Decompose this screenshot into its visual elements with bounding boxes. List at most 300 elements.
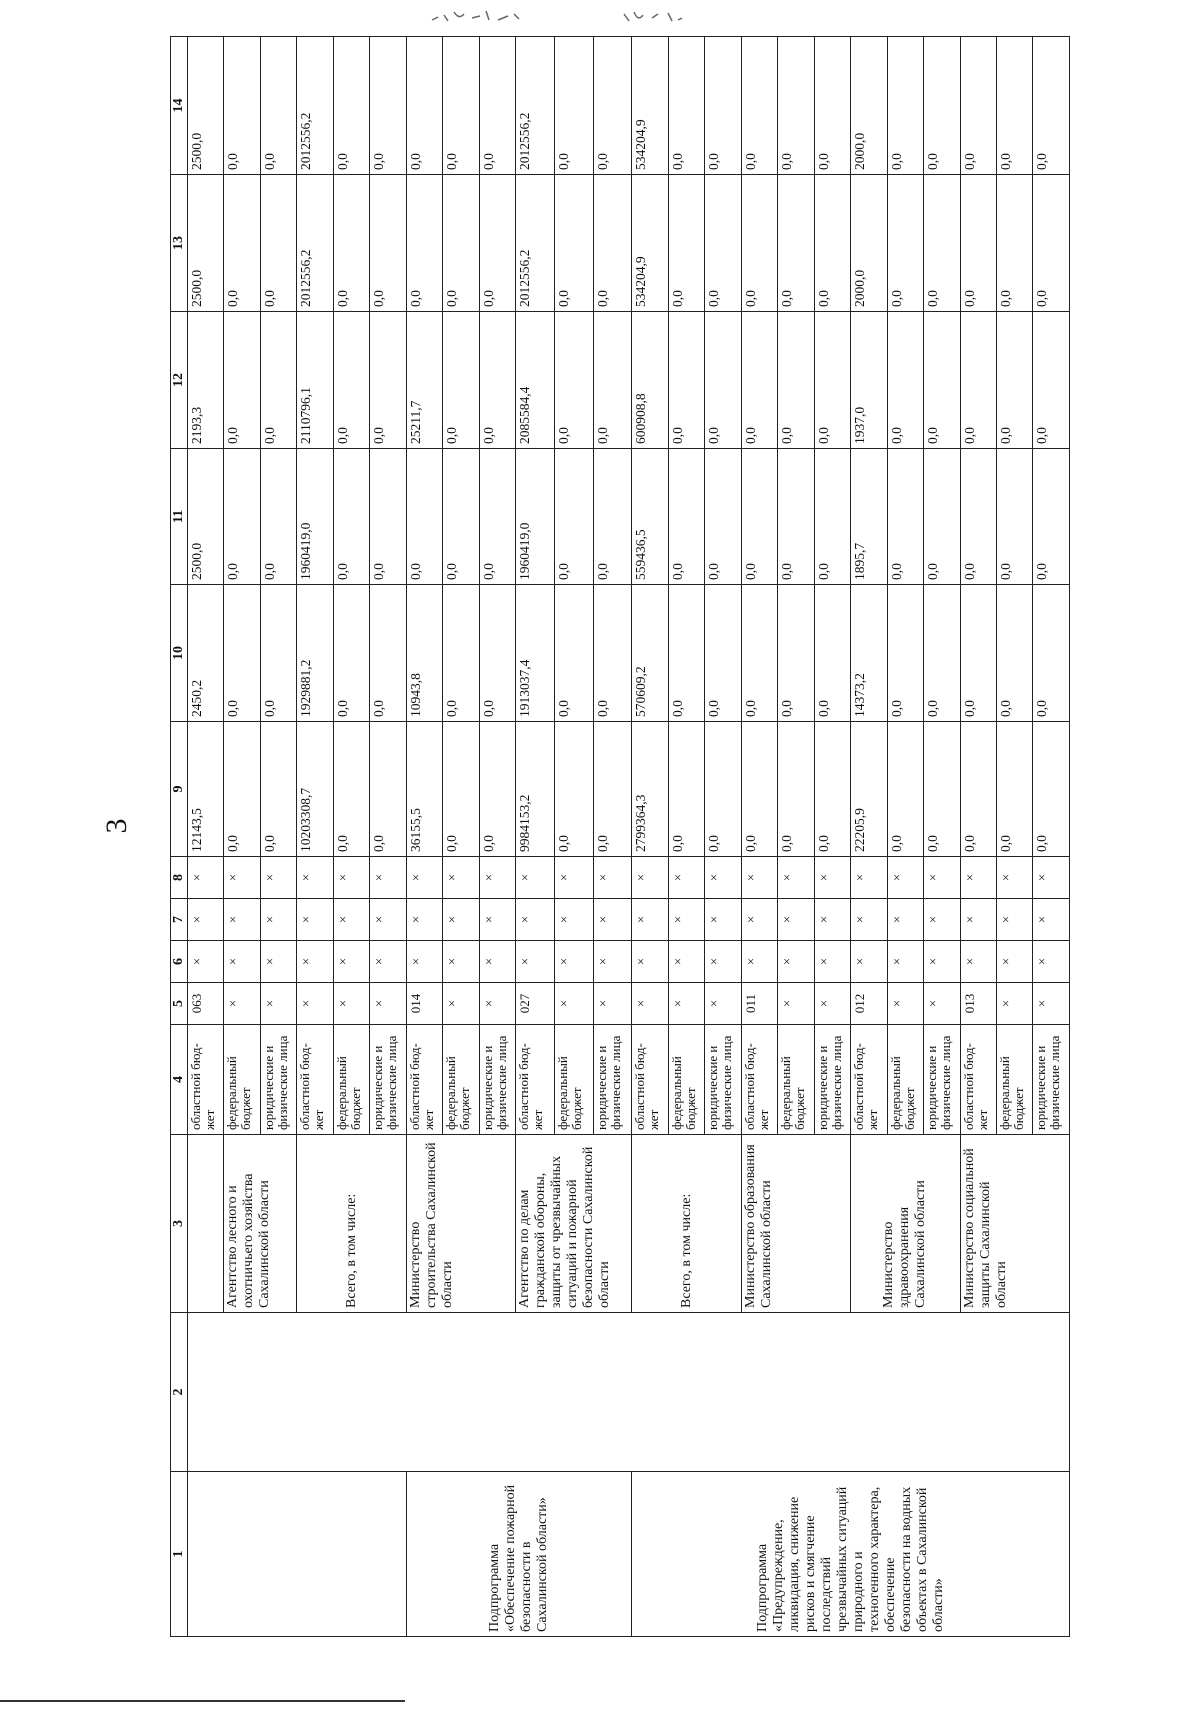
agency-cell	[188, 1135, 224, 1313]
code-cell: ×	[1033, 941, 1070, 983]
agency-cell: Всего, в том числе:	[297, 1135, 406, 1313]
amount-cell: 1960419,0	[516, 449, 555, 585]
code-cell: ×	[443, 857, 479, 899]
code-cell: ×	[887, 983, 923, 1025]
amount-cell: 0,0	[1033, 585, 1070, 722]
code-cell: ×	[1033, 983, 1070, 1025]
funding-source-cell: федеральный бюджет	[887, 1025, 923, 1135]
amount-cell: 0,0	[593, 312, 632, 449]
program-cell	[188, 1472, 407, 1637]
amount-cell: 9984153,2	[516, 722, 555, 857]
amount-cell: 1960419,0	[297, 449, 333, 585]
amount-cell: 0,0	[668, 175, 704, 312]
code-cell: ×	[924, 941, 960, 983]
agency-cell: Министерство социальной защиты Сахалинской области	[960, 1135, 1069, 1313]
rotated-table-container	[170, 37, 1070, 1637]
code-cell: ×	[1033, 857, 1070, 899]
amount-cell: 0,0	[479, 312, 515, 449]
amount-cell: 0,0	[924, 175, 960, 312]
amount-cell: 2012556,2	[516, 37, 555, 175]
code-cell: ×	[997, 941, 1033, 983]
amount-cell: 0,0	[887, 312, 923, 449]
code-cell: ×	[668, 983, 704, 1025]
amount-cell: 0,0	[741, 175, 777, 312]
amount-cell: 0,0	[260, 449, 296, 585]
code-cell: ×	[554, 899, 593, 941]
amount-cell: 0,0	[814, 312, 850, 449]
code-cell: ×	[370, 857, 406, 899]
funding-source-cell: областной бюд-жет	[516, 1025, 555, 1135]
code-cell: ×	[593, 983, 632, 1025]
amount-cell: 0,0	[705, 175, 741, 312]
code-cell: ×	[741, 857, 777, 899]
code-cell: 027	[516, 983, 555, 1025]
amount-cell: 0,0	[333, 175, 369, 312]
funding-source-cell: федеральный бюджет	[554, 1025, 593, 1135]
amount-cell: 0,0	[668, 585, 704, 722]
funding-source-cell: областной бюд-жет	[297, 1025, 333, 1135]
amount-cell: 0,0	[778, 312, 814, 449]
amount-cell: 1895,7	[851, 449, 887, 585]
amount-cell: 0,0	[705, 585, 741, 722]
amount-cell: 0,0	[554, 722, 593, 857]
amount-cell: 2012556,2	[297, 37, 333, 175]
code-cell: 063	[188, 983, 224, 1025]
amount-cell: 0,0	[814, 449, 850, 585]
code-cell: ×	[554, 857, 593, 899]
code-cell: ×	[851, 857, 887, 899]
code-cell: ×	[224, 857, 260, 899]
code-cell: ×	[705, 899, 741, 941]
code-cell: ×	[887, 899, 923, 941]
amount-cell: 0,0	[554, 312, 593, 449]
amount-cell: 0,0	[479, 175, 515, 312]
amount-cell: 0,0	[924, 312, 960, 449]
funding-source-cell: областной бюд-жет	[851, 1025, 887, 1135]
amount-cell: 0,0	[333, 37, 369, 175]
code-cell: ×	[778, 941, 814, 983]
column-header: 6	[171, 941, 188, 983]
amount-cell: 0,0	[479, 585, 515, 722]
amount-cell: 2012556,2	[516, 175, 555, 312]
amount-cell: 2500,0	[188, 449, 224, 585]
amount-cell: 0,0	[887, 722, 923, 857]
amount-cell: 0,0	[593, 449, 632, 585]
code-cell: ×	[443, 899, 479, 941]
code-cell: ×	[632, 941, 668, 983]
amount-cell: 1913037,4	[516, 585, 555, 722]
amount-cell: 0,0	[705, 722, 741, 857]
code-cell: ×	[333, 899, 369, 941]
agency-cell: Всего, в том числе:	[632, 1135, 741, 1313]
funding-source-cell: юридические и физические лица	[705, 1025, 741, 1135]
code-cell: ×	[778, 857, 814, 899]
column-header: 4	[171, 1025, 188, 1135]
code-cell: ×	[443, 941, 479, 983]
funding-source-cell: областной бюд-жет	[188, 1025, 224, 1135]
agency-cell: Агентство лесного и охотничьего хозяйства Сахалинской области	[224, 1135, 297, 1313]
funding-source-cell: федеральный бюджет	[333, 1025, 369, 1135]
amount-cell: 0,0	[705, 37, 741, 175]
code-cell: ×	[593, 899, 632, 941]
funding-source-cell: областной бюд-жет	[741, 1025, 777, 1135]
amount-cell: 0,0	[370, 175, 406, 312]
code-cell: ×	[224, 899, 260, 941]
agency-cell: Министерство строительства Сахалинской области	[406, 1135, 515, 1313]
code-cell: ×	[960, 899, 996, 941]
code-cell: ×	[554, 941, 593, 983]
amount-cell: 12143,5	[188, 722, 224, 857]
amount-cell: 0,0	[997, 449, 1033, 585]
amount-cell: 0,0	[705, 312, 741, 449]
funding-source-cell: юридические и физические лица	[814, 1025, 850, 1135]
code-cell: ×	[297, 899, 333, 941]
amount-cell: 0,0	[924, 585, 960, 722]
amount-cell: 2000,0	[851, 37, 887, 175]
code-cell: ×	[333, 941, 369, 983]
column-header: 5	[171, 983, 188, 1025]
amount-cell: 570609,2	[632, 585, 668, 722]
amount-cell: 0,0	[333, 312, 369, 449]
amount-cell: 22205,9	[851, 722, 887, 857]
bottom-rule	[0, 1700, 405, 1702]
code-cell: ×	[741, 941, 777, 983]
amount-cell: 0,0	[778, 722, 814, 857]
funding-source-cell: федеральный бюджет	[224, 1025, 260, 1135]
funding-source-cell: юридические и физические лица	[924, 1025, 960, 1135]
code-cell: ×	[516, 857, 555, 899]
column-header: 8	[171, 857, 188, 899]
amount-cell: 0,0	[960, 449, 996, 585]
code-cell: ×	[960, 941, 996, 983]
amount-cell: 2012556,2	[297, 175, 333, 312]
amount-cell: 0,0	[260, 722, 296, 857]
code-cell: ×	[593, 941, 632, 983]
code-cell: ×	[406, 857, 442, 899]
funding-source-cell: федеральный бюджет	[778, 1025, 814, 1135]
code-cell: ×	[778, 899, 814, 941]
code-cell: ×	[516, 941, 555, 983]
agency-cell: Министерство здравоохранения Сахалинской области	[851, 1135, 960, 1313]
funding-table	[170, 36, 1070, 1637]
code-cell: ×	[851, 899, 887, 941]
code-cell: ×	[924, 899, 960, 941]
amount-cell: 0,0	[814, 37, 850, 175]
code-cell: ×	[333, 983, 369, 1025]
amount-cell: 0,0	[554, 175, 593, 312]
amount-cell: 10943,8	[406, 585, 442, 722]
amount-cell: 0,0	[814, 175, 850, 312]
amount-cell: 0,0	[960, 722, 996, 857]
funding-source-cell: юридические и физические лица	[593, 1025, 632, 1135]
amount-cell: 0,0	[370, 585, 406, 722]
amount-cell: 0,0	[960, 37, 996, 175]
code-cell: ×	[297, 983, 333, 1025]
funding-source-cell: областной бюд-жет	[406, 1025, 442, 1135]
funding-source-cell: юридические и физические лица	[1033, 1025, 1070, 1135]
amount-cell: 0,0	[260, 312, 296, 449]
code-cell: ×	[333, 857, 369, 899]
code-cell: ×	[668, 899, 704, 941]
code-cell: ×	[705, 941, 741, 983]
code-cell: 011	[741, 983, 777, 1025]
code-cell: 013	[960, 983, 996, 1025]
code-cell: ×	[997, 899, 1033, 941]
code-cell: ×	[297, 857, 333, 899]
amount-cell: 0,0	[997, 722, 1033, 857]
code-cell: ×	[705, 983, 741, 1025]
funding-source-cell: областной бюд-жет	[632, 1025, 668, 1135]
amount-cell: 0,0	[224, 175, 260, 312]
amount-cell: 0,0	[960, 585, 996, 722]
code-cell: ×	[260, 857, 296, 899]
amount-cell: 0,0	[479, 449, 515, 585]
page-number: 3	[100, 818, 133, 834]
blank-column-cell	[188, 1313, 1070, 1472]
amount-cell: 1937,0	[851, 312, 887, 449]
code-cell: ×	[814, 899, 850, 941]
amount-cell: 0,0	[333, 449, 369, 585]
amount-cell: 0,0	[924, 449, 960, 585]
code-cell: ×	[741, 899, 777, 941]
funding-source-cell: областной бюд-жет	[960, 1025, 996, 1135]
amount-cell: 0,0	[778, 37, 814, 175]
code-cell: ×	[260, 983, 296, 1025]
amount-cell: 0,0	[593, 37, 632, 175]
code-cell: ×	[668, 857, 704, 899]
amount-cell: 600908,8	[632, 312, 668, 449]
code-cell: ×	[516, 899, 555, 941]
column-header: 3	[171, 1135, 188, 1313]
code-cell: ×	[851, 941, 887, 983]
code-cell: ×	[479, 983, 515, 1025]
code-cell: ×	[705, 857, 741, 899]
code-cell: ×	[370, 941, 406, 983]
amount-cell: 0,0	[960, 312, 996, 449]
amount-cell: 0,0	[333, 722, 369, 857]
code-cell: ×	[188, 899, 224, 941]
code-cell: ×	[479, 857, 515, 899]
amount-cell: 2000,0	[851, 175, 887, 312]
amount-cell: 2450,2	[188, 585, 224, 722]
amount-cell: 0,0	[260, 175, 296, 312]
amount-cell: 0,0	[668, 722, 704, 857]
amount-cell: 0,0	[668, 37, 704, 175]
amount-cell: 0,0	[443, 37, 479, 175]
amount-cell: 0,0	[479, 37, 515, 175]
amount-cell: 0,0	[887, 175, 923, 312]
scan-artifact-mark	[428, 6, 526, 28]
column-numbers-row	[171, 37, 188, 1637]
amount-cell: 2110796,1	[297, 312, 333, 449]
amount-cell: 0,0	[406, 37, 442, 175]
amount-cell: 0,0	[997, 312, 1033, 449]
amount-cell: 10203308,7	[297, 722, 333, 857]
code-cell: ×	[814, 941, 850, 983]
code-cell: ×	[778, 983, 814, 1025]
amount-cell: 0,0	[1033, 449, 1070, 585]
amount-cell: 0,0	[443, 722, 479, 857]
funding-source-cell: юридические и физические лица	[479, 1025, 515, 1135]
amount-cell: 2085584,4	[516, 312, 555, 449]
agency-cell: Агентство по делам гражданской обороны, защиты от чрезвычайных ситуаций и пожарной безопасности Сахалинской области	[516, 1135, 632, 1313]
amount-cell: 0,0	[1033, 722, 1070, 857]
amount-cell: 0,0	[741, 37, 777, 175]
amount-cell: 0,0	[224, 722, 260, 857]
amount-cell: 0,0	[593, 585, 632, 722]
amount-cell: 0,0	[778, 585, 814, 722]
column-header: 2	[171, 1313, 188, 1472]
amount-cell: 0,0	[593, 722, 632, 857]
program-cell: Подпрограмма «Обеспечение пожарной безопасности в Сахалинской области»	[406, 1472, 632, 1637]
column-header: 12	[171, 312, 188, 449]
amount-cell: 36155,5	[406, 722, 442, 857]
code-cell: 012	[851, 983, 887, 1025]
amount-cell: 0,0	[406, 449, 442, 585]
amount-cell: 0,0	[887, 449, 923, 585]
amount-cell: 0,0	[443, 449, 479, 585]
code-cell: ×	[188, 857, 224, 899]
column-header: 7	[171, 899, 188, 941]
amount-cell: 0,0	[224, 37, 260, 175]
code-cell: ×	[406, 941, 442, 983]
amount-cell: 0,0	[443, 312, 479, 449]
funding-source-cell: федеральный бюджет	[997, 1025, 1033, 1135]
amount-cell: 0,0	[997, 175, 1033, 312]
amount-cell: 14373,2	[851, 585, 887, 722]
amount-cell: 0,0	[960, 175, 996, 312]
amount-cell: 0,0	[479, 722, 515, 857]
amount-cell: 0,0	[370, 312, 406, 449]
amount-cell: 534204,9	[632, 175, 668, 312]
code-cell: ×	[224, 941, 260, 983]
code-cell: ×	[924, 857, 960, 899]
amount-cell: 0,0	[668, 312, 704, 449]
code-cell: ×	[370, 983, 406, 1025]
amount-cell: 0,0	[924, 722, 960, 857]
scan-artifact-mark	[618, 6, 686, 28]
code-cell: ×	[887, 941, 923, 983]
amount-cell: 0,0	[554, 37, 593, 175]
amount-cell: 0,0	[554, 585, 593, 722]
column-header: 1	[171, 1472, 188, 1637]
code-cell: ×	[814, 983, 850, 1025]
amount-cell: 0,0	[1033, 312, 1070, 449]
code-cell: ×	[1033, 899, 1070, 941]
amount-cell: 0,0	[1033, 37, 1070, 175]
amount-cell: 534204,9	[632, 37, 668, 175]
code-cell: ×	[224, 983, 260, 1025]
code-cell: ×	[260, 899, 296, 941]
column-header: 10	[171, 585, 188, 722]
amount-cell: 0,0	[443, 175, 479, 312]
amount-cell: 0,0	[224, 312, 260, 449]
amount-cell: 0,0	[593, 175, 632, 312]
amount-cell: 0,0	[741, 722, 777, 857]
amount-cell: 0,0	[741, 449, 777, 585]
code-cell: ×	[960, 857, 996, 899]
amount-cell: 0,0	[814, 722, 850, 857]
code-cell: ×	[188, 941, 224, 983]
code-cell: ×	[632, 899, 668, 941]
amount-cell: 0,0	[997, 37, 1033, 175]
code-cell: ×	[814, 857, 850, 899]
amount-cell: 0,0	[260, 585, 296, 722]
amount-cell: 0,0	[668, 449, 704, 585]
amount-cell: 0,0	[333, 585, 369, 722]
amount-cell: 0,0	[554, 449, 593, 585]
funding-source-cell: федеральный бюджет	[443, 1025, 479, 1135]
amount-cell: 0,0	[778, 175, 814, 312]
amount-cell: 0,0	[370, 722, 406, 857]
column-header: 11	[171, 449, 188, 585]
agency-cell: Министерство образования Сахалинской области	[741, 1135, 850, 1313]
amount-cell: 2799364,3	[632, 722, 668, 857]
amount-cell: 0,0	[406, 175, 442, 312]
code-cell: ×	[479, 899, 515, 941]
code-cell: ×	[997, 857, 1033, 899]
column-header: 14	[171, 37, 188, 175]
funding-source-cell: юридические и физические лица	[370, 1025, 406, 1135]
amount-cell: 1929881,2	[297, 585, 333, 722]
amount-cell: 25211,7	[406, 312, 442, 449]
amount-cell: 2193,3	[188, 312, 224, 449]
table-row	[188, 37, 224, 1637]
amount-cell: 0,0	[924, 37, 960, 175]
amount-cell: 0,0	[370, 449, 406, 585]
code-cell: ×	[593, 857, 632, 899]
code-cell: ×	[406, 899, 442, 941]
amount-cell: 559436,5	[632, 449, 668, 585]
code-cell: ×	[554, 983, 593, 1025]
amount-cell: 0,0	[741, 312, 777, 449]
amount-cell: 0,0	[887, 585, 923, 722]
code-cell: ×	[632, 983, 668, 1025]
amount-cell: 0,0	[705, 449, 741, 585]
code-cell: ×	[668, 941, 704, 983]
code-cell: ×	[479, 941, 515, 983]
code-cell: ×	[924, 983, 960, 1025]
amount-cell: 0,0	[741, 585, 777, 722]
code-cell: ×	[997, 983, 1033, 1025]
amount-cell: 0,0	[370, 37, 406, 175]
column-header: 13	[171, 175, 188, 312]
amount-cell: 0,0	[260, 37, 296, 175]
funding-source-cell: юридические и физические лица	[260, 1025, 296, 1135]
code-cell: ×	[260, 941, 296, 983]
amount-cell: 0,0	[778, 449, 814, 585]
code-cell: ×	[443, 983, 479, 1025]
code-cell: ×	[370, 899, 406, 941]
amount-cell: 2500,0	[188, 175, 224, 312]
code-cell: ×	[887, 857, 923, 899]
amount-cell: 0,0	[224, 585, 260, 722]
amount-cell: 2500,0	[188, 37, 224, 175]
code-cell: 014	[406, 983, 442, 1025]
amount-cell: 0,0	[443, 585, 479, 722]
funding-source-cell: федеральный бюджет	[668, 1025, 704, 1135]
amount-cell: 0,0	[997, 585, 1033, 722]
amount-cell: 0,0	[1033, 175, 1070, 312]
amount-cell: 0,0	[814, 585, 850, 722]
code-cell: ×	[632, 857, 668, 899]
column-header: 9	[171, 722, 188, 857]
amount-cell: 0,0	[224, 449, 260, 585]
program-cell: Подпрограмма «Предупреждение, ликвидация, снижение рисков и смягчение последствий чрезвычайных ситуаций природного и техногенного характера, обеспечение безопасности на водных объектах в Сахалинской области»	[632, 1472, 1070, 1637]
code-cell: ×	[297, 941, 333, 983]
table-body	[188, 37, 1070, 1637]
amount-cell: 0,0	[887, 37, 923, 175]
